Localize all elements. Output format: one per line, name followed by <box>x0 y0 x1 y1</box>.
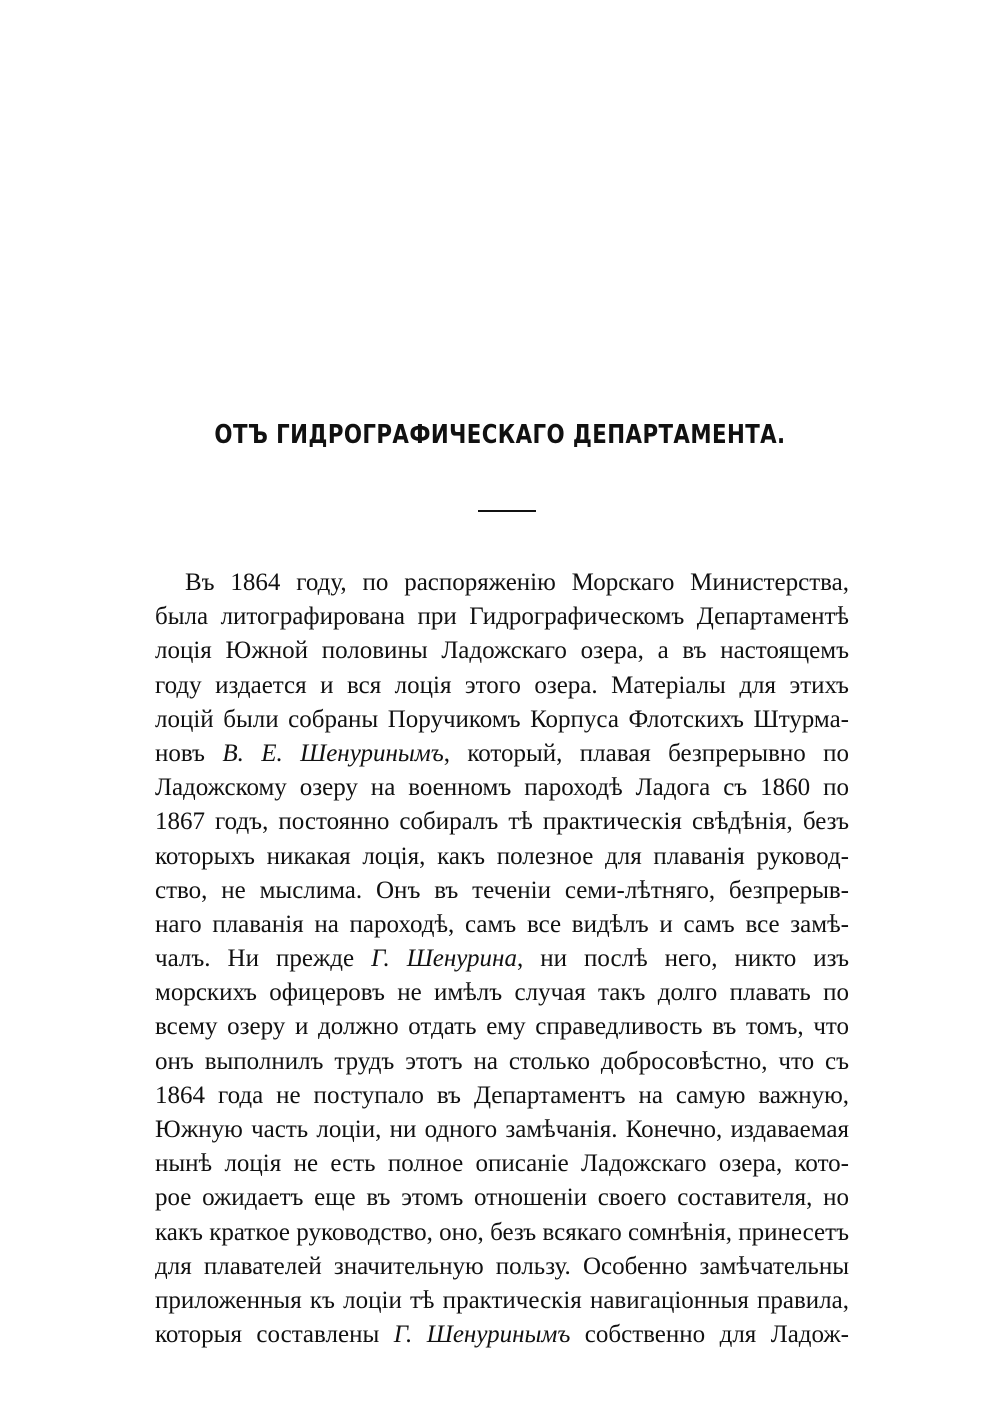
text-line: которыя составлены Г. Шенуринымъ собственно для Ладож- <box>155 1321 849 1349</box>
text-line: чалъ. Ни прежде Г. Шенурина, ни послѣ него, никто изъ <box>155 945 850 973</box>
text-line: новъ В. Е. Шенуринымъ, который, плавая безпрерывно по <box>155 739 850 767</box>
text-line: всему озеру и должно отдать ему справедливость въ томъ, что <box>155 1013 849 1041</box>
page-heading: ОТЪ ГИДРОГРАФИЧЕСКАГО ДЕПАРТАМЕНТА. <box>214 420 786 450</box>
text-line: онъ выполнилъ трудъ этотъ на столько добросовѣстно, что съ <box>155 1047 849 1075</box>
text-line: году издается и вся лоція этого озера. Матеріалы для этихъ <box>155 671 849 699</box>
text-line: нынѣ лоція не есть полное описаніе Ладожскаго озера, кото- <box>155 1150 849 1178</box>
text-line: Въ 1864 году, по распоряженію Морскаго Министерства, <box>185 569 849 596</box>
person-name: Г. Шенурина <box>371 945 517 973</box>
text-line: лоція Южной половины Ладожскаго озера, а въ настоящемъ <box>155 637 849 665</box>
person-name: В. Е. Шенуринымъ <box>222 739 444 767</box>
text-line: лоцій были собраны Поручикомъ Корпуса Флотскихъ Штурма- <box>155 705 849 733</box>
text-line: которыхъ никакая лоція, какъ полезное для плаванія руковод- <box>155 842 849 870</box>
text-line: наго плаванія на пароходѣ, самъ все видѣлъ и самъ все замѣ- <box>155 910 849 938</box>
text-line: ство, не мыслима. Онъ въ теченіи семи-лѣтняго, безпрерыв- <box>155 876 849 904</box>
text-line: какъ краткое руководство, оно, безъ всякаго сомнѣнія, принесетъ <box>155 1218 849 1246</box>
text-line: Ладожскому озеру на военномъ пароходѣ Ладога съ 1860 по <box>155 774 849 802</box>
body-text <box>155 566 849 1352</box>
text-line: для плавателей значительную пользу. Особенно замѣчательны <box>155 1252 849 1280</box>
text-line: морскихъ офицеровъ не имѣлъ случая такъ долго плавать по <box>155 979 849 1007</box>
text-line: Южную часть лоціи, ни одного замѣчанія. Конечно, издаваемая <box>155 1116 849 1143</box>
text-line: приложенныя къ лоціи тѣ практическія навигаціонныя правила, <box>155 1286 849 1314</box>
text-line: рое ожидаетъ еще въ этомъ отношеніи своего составителя, но <box>155 1184 849 1212</box>
text-line: 1867 годъ, постоянно собиралъ тѣ практическія свѣдѣнія, безъ <box>155 808 849 836</box>
person-name: Г. Шенуринымъ <box>393 1321 571 1349</box>
heading-divider <box>478 510 536 512</box>
text-line: была литографирована при Гидрографическомъ Департаментѣ <box>155 603 849 631</box>
text-line: 1864 года не поступало въ Департаментъ на самую важную, <box>155 1081 849 1109</box>
